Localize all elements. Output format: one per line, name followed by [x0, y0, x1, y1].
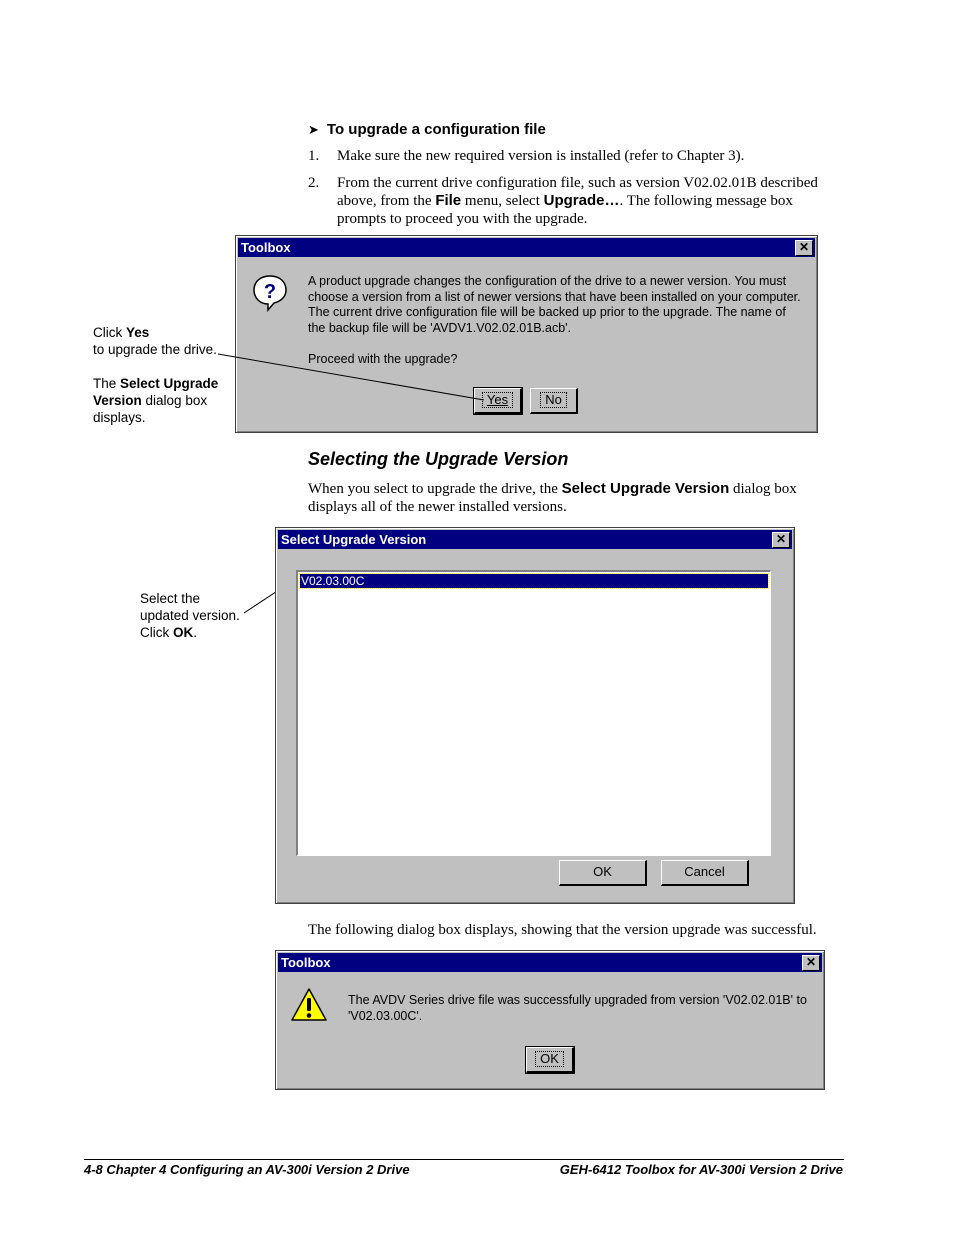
callout-yes-line2: to upgrade the drive.	[93, 342, 217, 357]
step-1-text: Make sure the new required version is installed (refer to Chapter 3).	[337, 148, 745, 164]
callout-version-line3	[140, 624, 260, 641]
close-icon[interactable]: ✕	[802, 955, 820, 971]
section-paragraph-bold: Select Upgrade Version	[561, 480, 730, 497]
callout-yes-line5: displays.	[93, 410, 146, 425]
callout-text: Click	[140, 625, 173, 640]
select-upgrade-version-dialog	[275, 527, 795, 904]
callout-line-yes	[218, 354, 484, 400]
step-2-number: 2.	[308, 175, 320, 191]
ok-button-label: OK	[535, 1051, 564, 1067]
section-heading: Selecting the Upgrade Version	[308, 449, 569, 469]
dialog-title-bar	[278, 953, 822, 972]
section-paragraph-b: dialog box displays all of the newer installed versions.	[308, 481, 797, 515]
dialog-message: A product upgrade changes the configuration of the drive to a newer version. You must choose a version from a list of newer versions that have been installed on your computer. The current drive configuration file will be backed up prior to the upgrade. The name of the backup file will be 'AVDV1.V02.02.01B.acb'.	[308, 274, 801, 335]
close-icon[interactable]: ✕	[795, 240, 813, 256]
section-paragraph-a: When you select to upgrade the drive, the	[308, 481, 562, 497]
callout-bold: Yes	[126, 325, 150, 340]
svg-text:?: ?	[263, 281, 277, 303]
version-list-item[interactable]: V02.03.00C	[300, 574, 768, 588]
callout-bold: OK	[173, 625, 194, 640]
callout-version-line2: updated version.	[140, 608, 240, 623]
dialog-question: Proceed with the upgrade?	[308, 352, 458, 366]
callout-text: dialog box	[141, 393, 208, 408]
ok-button[interactable]	[526, 1047, 574, 1073]
callout-text: Click	[93, 325, 126, 340]
procedure-heading-text: To upgrade a configuration file	[326, 121, 546, 138]
ok-button[interactable]: OK	[559, 860, 647, 886]
callout-bold: Version	[93, 393, 142, 408]
footer-left: 4-8 Chapter 4 Configuring an AV-300i Version 2 Drive	[84, 1162, 410, 1177]
arrow-icon: ➤	[308, 122, 319, 137]
step-2-text-b: menu, select	[461, 193, 544, 209]
dialog-title: Select Upgrade Version	[281, 532, 427, 547]
dialog-title: Toolbox	[281, 955, 331, 970]
callout-text: The	[93, 376, 121, 391]
step-2-text-c: . The following message box prompts to proceed you with the upgrade.	[337, 193, 793, 227]
yes-button-label: Yes	[482, 392, 513, 408]
version-listbox[interactable]	[296, 570, 771, 856]
dialog-title-bar	[278, 530, 792, 549]
cancel-button[interactable]: Cancel	[661, 860, 749, 886]
callout-select-version	[140, 590, 260, 641]
callout-version-line1: Select the	[140, 591, 201, 606]
upgrade-success-dialog	[275, 950, 825, 1090]
step-1-number: 1.	[308, 148, 320, 164]
footer-right: GEH-6412 Toolbox for AV-300i Version 2 Drive	[559, 1162, 843, 1177]
callout-bold: Select Upgrade	[120, 376, 219, 391]
step-2-text-a: From the current drive configuration file, such as version V02.02.01B described above, from the	[337, 175, 818, 209]
dialog-message: The AVDV Series drive file was successfully upgraded from version 'V02.02.01B' to 'V02.03.00C'.	[348, 993, 807, 1023]
callout-text: .	[193, 625, 198, 640]
upgrade-menu-ref: Upgrade…	[543, 192, 620, 209]
dialog-title: Toolbox	[241, 240, 291, 255]
no-button-label: No	[540, 392, 567, 408]
close-icon[interactable]: ✕	[772, 532, 790, 548]
section-paragraph	[308, 480, 843, 516]
warning-icon	[290, 987, 328, 1023]
file-menu-ref: File	[435, 192, 462, 209]
footer-rule	[84, 1159, 844, 1160]
success-paragraph: The following dialog box displays, showing that the version upgrade was successful.	[308, 922, 817, 938]
